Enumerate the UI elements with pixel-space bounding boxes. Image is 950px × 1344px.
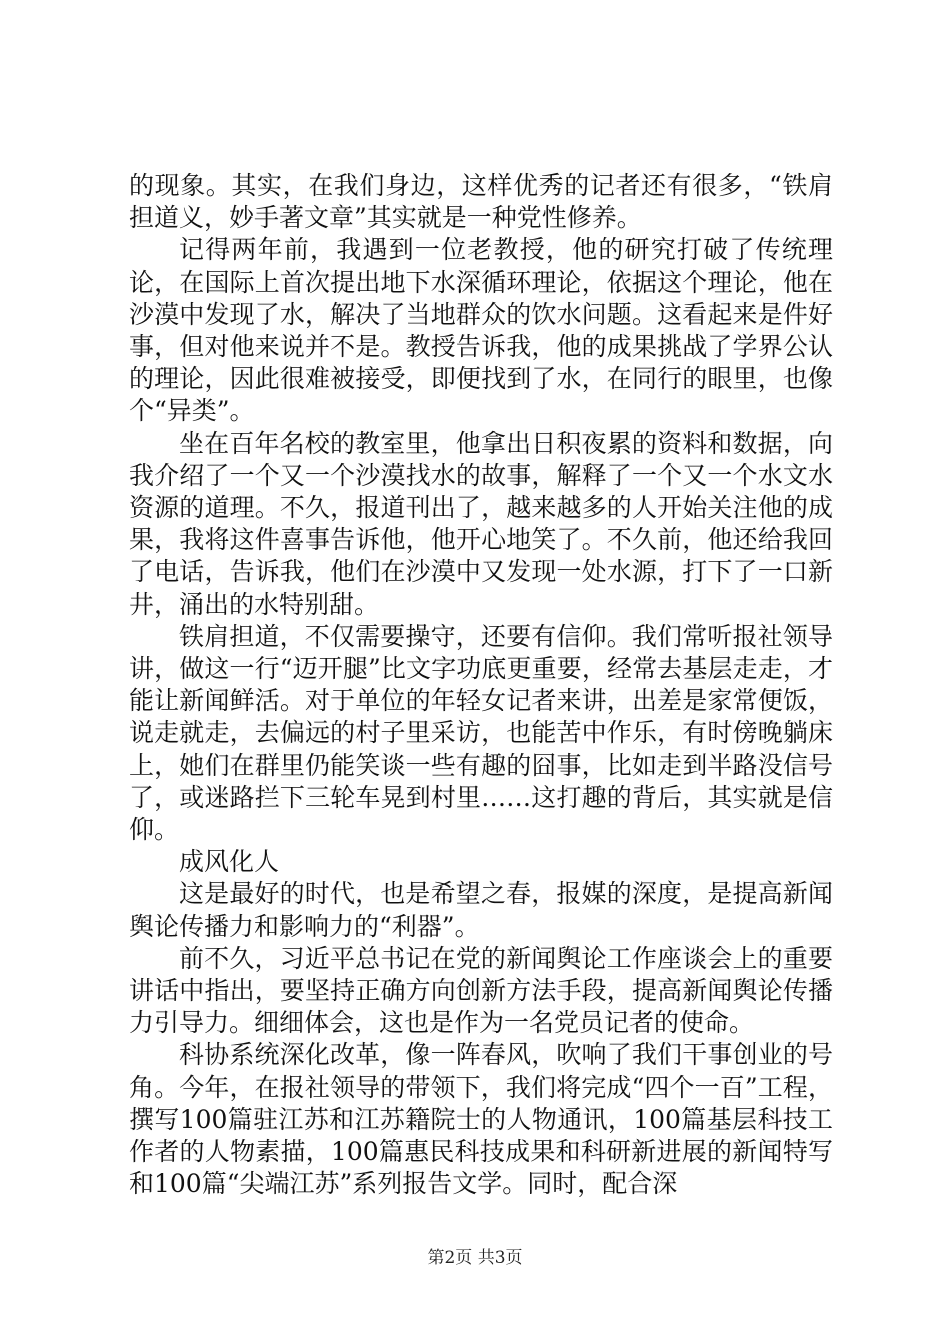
paragraph-faith: 铁肩担道，不仅需要操守，还要有信仰。我们常听报社领导讲，做这一行“迈开腿”比文字功底更重要，经常去基层走走，才能让新闻鲜活。对于单位的年轻女记者来讲，出差是家常便饭，说走就走，去偏远的村子里采访，也能苦中作乐，有时傍晚躺床上，她们在群里仍能笑谈一些有趣的囧事，比如走到半路没信号了，或迷路拦下三轮车晃到村里……这打趣的背后，其实就是信仰。 <box>129 621 833 845</box>
page-number-footer: 第2页 共3页 <box>427 1248 523 1268</box>
document-body <box>129 170 833 1201</box>
paragraph-continuation: 的现象。其实，在我们身边，这样优秀的记者还有很多，“铁肩担道义，妙手著文章”其实就是一种党性修养。 <box>129 171 833 233</box>
paragraph-reform: 科协系统深化改革，像一阵春风，吹响了我们干事创业的号角。今年，在报社领导的带领下，我们将完成“四个一百”工程，撰写100篇驻江苏和江苏籍院士的人物通讯，100篇基层科技工作者的人物素描，100篇惠民科技成果和科研新进展的新闻特写和100篇“尖端江苏”系列报告文学。同时，配合深 <box>129 1040 833 1199</box>
paragraph-speech: 前不久，习近平总书记在党的新闻舆论工作座谈会上的重要讲话中指出，要坚持正确方向创新方法手段，提高新闻舆论传播力引导力。细细体会，这也是作为一名党员记者的使命。 <box>129 943 833 1038</box>
paragraph-professor: 记得两年前，我遇到一位老教授，他的研究打破了传统理论，在国际上首次提出地下水深循环理论，依据这个理论，他在沙漠中发现了水，解决了当地群众的饮水问题。这看起来是件好事，但对他来说并不是。教授告诉我，他的成果挑战了学界公认的理论，因此很难被接受，即便找到了水，在同行的眼里，也像个“异类”。 <box>129 235 833 426</box>
paragraph-classroom: 坐在百年名校的教室里，他拿出日积夜累的资料和数据，向我介绍了一个又一个沙漠找水的故事，解释了一个又一个水文水资源的道理。不久，报道刊出了，越来越多的人开始关注他的成果，我将这件喜事告诉他，他开心地笑了。不久前，他还给我回了电话，告诉我，他们在沙漠中又发现一处水源，打下了一口新井，涌出的水特别甜。 <box>129 428 833 619</box>
paragraph-era: 这是最好的时代，也是希望之春，报媒的深度，是提高新闻舆论传播力和影响力的“利器”。 <box>129 879 833 941</box>
section-heading: 成风化人 <box>179 847 280 877</box>
